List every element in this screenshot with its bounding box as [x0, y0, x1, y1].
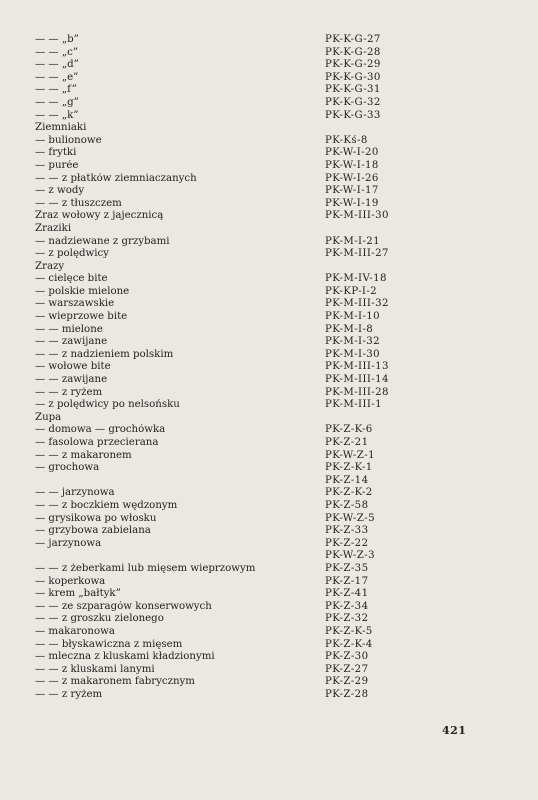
index-entry-code: PK-Z-27	[325, 663, 369, 675]
index-entry-name: — grochowa	[35, 462, 100, 474]
index-entry-code: PK-Z-K-4	[325, 638, 373, 650]
index-entry-name: — warszawskie	[35, 298, 115, 310]
index-entry-name: — — z groszku zielonego	[35, 613, 164, 625]
index-entry-code: PK-Z-34	[325, 600, 369, 612]
page-number: 421	[442, 724, 467, 737]
index-entry-name: — z wody	[35, 185, 85, 197]
index-entry-name: — grysikowa po włosku	[35, 512, 157, 524]
index-entry-code: PK-W-I-20	[325, 147, 379, 159]
index-entry-name: — cielęce bite	[35, 273, 108, 285]
index-entry-name: — — z tłuszczem	[35, 197, 122, 209]
index-entry-name: — bulionowe	[35, 134, 102, 146]
index-entry-name: Zraz wołowy z jajecznicą	[35, 210, 164, 222]
index-entry-name: — — z ryżem	[35, 386, 103, 398]
index-entry-name: — — z makaronem fabrycznym	[35, 676, 195, 688]
index-entry-name: Zupa	[35, 411, 62, 423]
index-entry-name: — — jarzynowa	[35, 487, 115, 499]
index-entry-name: — — z żeberkami lub mięsem wieprzowym	[35, 562, 256, 574]
index-entry-name: — mleczna z kluskami kładzionymi	[35, 651, 215, 663]
index-entry-name: Zrazy	[35, 260, 65, 272]
index-entry-code: PK-M-III-27	[325, 248, 389, 260]
index-entry-name: — — zawijane	[35, 336, 108, 348]
index-codes-column	[325, 34, 435, 701]
index-entry-code: PK-K-G-29	[325, 59, 381, 71]
index-entry-code: PK-Z-22	[325, 537, 369, 549]
index-entry-code: PK-Z-35	[325, 562, 369, 574]
index-entry-code	[325, 223, 435, 236]
index-entry-name: — z polędwicy po nelsońsku	[35, 399, 180, 411]
index-entry-code: PK-W-I-26	[325, 172, 379, 184]
index-entry-name: — — zawijane	[35, 374, 108, 386]
index-entry-code: PK-Z-30	[325, 651, 369, 663]
index-entry-code: PK-Z-K-6	[325, 424, 373, 436]
index-entry-code: PK-M-III-28	[325, 386, 389, 398]
index-entry-code: PK-M-IV-18	[325, 273, 387, 285]
index-entry-code: PK-Z-14	[325, 474, 369, 486]
index-entry-name: — fasolowa przecierana	[35, 437, 159, 448]
index-entry-code: PK-M-III-14	[325, 374, 389, 386]
index-entry-name: — — ze szparagów konserwowych	[35, 600, 212, 612]
index-entry-name: — wieprzowe bite	[35, 311, 128, 323]
index-entry-code: PK-Z-K-2	[325, 487, 373, 499]
index-entry-code: PK-W-Z-1	[325, 449, 375, 461]
index-entry-name: — — „e”	[35, 71, 79, 83]
index-entry-name	[35, 475, 300, 488]
index-entry-code: PK-M-I-21	[325, 235, 381, 247]
index-entry-code: PK-K-G-27	[325, 34, 381, 45]
index-entry-code: PK-Z-17	[325, 575, 369, 587]
index-entry-code	[325, 122, 435, 135]
index-entry-code: PK-Z-28	[325, 688, 369, 700]
index-entry-code: PK-K-G-32	[325, 96, 381, 108]
index-entry-code: PK-Z-41	[325, 588, 369, 600]
index-entry-code: PK-Z-33	[325, 525, 369, 537]
index-entry-code: PK-Z-29	[325, 676, 369, 688]
index-entry-name: — nadziewane z grzybami	[35, 235, 170, 247]
index-entry-code: PK-Kś-8	[325, 134, 368, 146]
index-entry-code: PK-M-I-30	[325, 348, 381, 360]
index-entry-name: — — z ryżem	[35, 688, 103, 700]
index-entry-name: Zraziki	[35, 222, 72, 234]
index-entry-name: — polskie mielone	[35, 285, 130, 297]
index-entry-code: PK-Z-K-1	[325, 462, 373, 474]
index-entry-name: — z polędwicy	[35, 248, 109, 260]
index-entry-name: — — „k”	[35, 109, 79, 121]
index-entry-name: — — „d”	[35, 59, 79, 71]
index-entry-code: PK-Z-K-5	[325, 625, 373, 637]
index-entry-code	[325, 261, 435, 274]
index-entry-name: — wołowe bite	[35, 361, 111, 373]
index-entry-code: PK-Z-32	[325, 613, 369, 625]
index-entry-name: — — z makaronem	[35, 449, 132, 461]
index-entry-name: — — „f”	[35, 84, 77, 96]
index-entry-name: — — błyskawiczna z mięsem	[35, 638, 183, 650]
index-entry-name: — jarzynowa	[35, 537, 102, 549]
index-entry-name: — — z nadzieniem polskim	[35, 348, 174, 360]
index-entry-code: PK-K-G-31	[325, 84, 381, 96]
index-entry-code: PK-W-Z-5	[325, 512, 375, 524]
index-entry-name: — purée	[35, 159, 79, 171]
index-entry-name: — grzybowa zabielana	[35, 525, 151, 537]
index-entry-name: Ziemniaki	[35, 122, 87, 134]
index-entry-code: PK-Z-21	[325, 437, 369, 448]
index-entry-code: PK-M-I-10	[325, 311, 381, 323]
index-entry-name: — — „b”	[35, 34, 79, 45]
index-entry-code: PK-K-G-28	[325, 46, 381, 58]
index-entry-code: PK-M-I-8	[325, 323, 374, 335]
index-entry-name: — — mielone	[35, 323, 103, 335]
index-entry-code: PK-K-G-30	[325, 71, 381, 83]
index-entry-name	[35, 550, 300, 563]
index-entry-name: — koperkowa	[35, 575, 106, 587]
index-entry-code: PK-W-I-19	[325, 197, 379, 209]
index-entry-code: PK-M-III-1	[325, 399, 383, 411]
index-entry-name: — — z płatków ziemniaczanych	[35, 172, 197, 184]
index-entry-name: — makaronowa	[35, 625, 115, 637]
index-entry-code: PK-M-I-32	[325, 336, 381, 348]
index-entry-name: — — „c”	[35, 46, 79, 58]
index-names-column	[35, 34, 300, 701]
index-entry-code: PK-W-I-17	[325, 185, 379, 197]
index-entry-code: PK-M-III-32	[325, 298, 389, 310]
index-entry-code	[325, 412, 435, 425]
index-entry-name: — domowa — grochówka	[35, 424, 166, 436]
index-entry-code: PK-Z-58	[325, 499, 369, 511]
index-entry-code: PK-M-III-13	[325, 361, 389, 373]
index-entry-name: — — „g”	[35, 96, 79, 108]
index-entry-name: — krem „bałtyk”	[35, 588, 121, 600]
index-entry-name: — — z kluskami lanymi	[35, 663, 155, 675]
index-entry-code: PK-K-G-33	[325, 109, 381, 121]
index-entry-name: — frytki	[35, 147, 77, 159]
index-entry-code: PK-M-III-30	[325, 210, 389, 222]
index-entry-name: — — z boczkiem wędzonym	[35, 499, 178, 511]
index-entry-code: PK-W-Z-3	[325, 550, 375, 562]
index-entry-code: PK-KP-I-2	[325, 285, 378, 297]
index-entry-code: PK-W-I-18	[325, 159, 379, 171]
